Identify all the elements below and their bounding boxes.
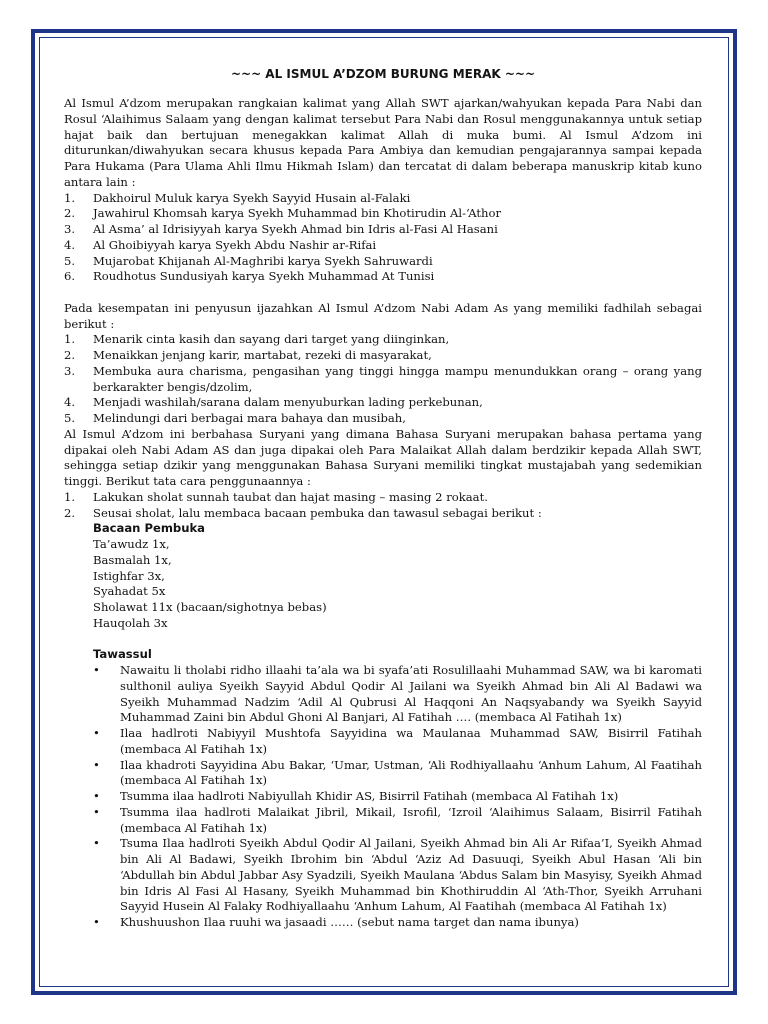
opening-item: Syahadat 5x <box>93 584 166 599</box>
list-text: Lakukan sholat sunnah taubat dan hajat masing – masing 2 rokaat. <box>93 489 488 504</box>
list-text: Membuka aura charisma, pengasihan yang tinggi hingga mampu menundukkan orang – orang yang berkarakter bengis/dzolim, <box>93 363 702 394</box>
benefits-item <box>64 364 702 396</box>
bullet-icon: • <box>93 804 100 819</box>
list-text: Menarik cinta kasih dan sayang dari target yang diinginkan, <box>93 332 450 347</box>
bullet-icon: • <box>93 757 100 772</box>
books-item <box>64 222 702 238</box>
list-text: Menaikkan jenjang karir, martabat, rezeki di masyarakat, <box>93 348 432 362</box>
bullet-icon: • <box>93 789 100 803</box>
list-number: 3. <box>64 222 76 236</box>
books-item <box>64 254 702 270</box>
list-text: Dakhoirul Muluk karya Syekh Sayyid Husain al-Falaki <box>93 190 411 205</box>
tawassul-text: Tsumma ilaa hadlroti Nabiyullah Khidir AS, Bisirril Fatihah (membaca Al Fatihah 1x) <box>120 789 619 803</box>
benefits-item <box>64 332 702 348</box>
document-body <box>64 66 702 931</box>
tawassul-item <box>64 805 702 837</box>
bullet-icon: • <box>93 836 100 851</box>
list-text: Al Asma’ al Idrisiyyah karya Syekh Ahmad bin Idris al-Fasi Al Hasani <box>93 222 498 236</box>
tawassul-text: Tsuma Ilaa hadlroti Syeikh Abdul Qodir Al Jailani, Syeikh Ahmad bin Ali Ar Rifaa’I, Syeikh Ahmad bin Ali Al Badawi, Syeikh Ibrohim bin ‘Abdul ‘Aziz Ad Dasuuqi, Syeikh Abul Hasan ‘Ali bin ‘Abdullah bin Abdul Jabbar Asy Syadzili, Syeikh Maulana ‘Abdus Salam bin Masyisy, Syeikh Ahmad bin Idris Al Fasi Al Hasany, Syeikh Muhammad bin Khothiruddin Al ‘Ath-Thor, Syeikh Arruhani Sayyid Husein Al Falaky Rodhiyallaahu ‘Anhum Lahum, Al Faatihah (membaca Al Fatihah 1x) <box>120 836 702 914</box>
tawassul-text: Ilaa khadroti Sayyidina Abu Bakar, ‘Umar, Ustman, ‘Ali Rodhiyallaahu ‘Anhum Lahum, Al Faatihah (membaca Al Fatihah 1x) <box>120 757 702 788</box>
spacer <box>64 632 702 648</box>
list-number: 5. <box>64 253 76 268</box>
tawassul-item <box>64 836 702 915</box>
list-text: Roudhotus Sundusiyah karya Syekh Muhammad At Tunisi <box>93 269 435 284</box>
opening-item: Hauqolah 3x <box>93 615 168 630</box>
opening-item: Istighfar 3x, <box>93 568 165 583</box>
tawassul-item <box>64 915 702 931</box>
benefits-item <box>64 411 702 427</box>
list-number: 1. <box>64 489 76 504</box>
intro-paragraph: Al Ismul A’dzom merupakan rangkaian kalimat yang Allah SWT ajarkan/wahyukan kepada Para Nabi dan Rosul ‘Alaihimus Salaam yang dengan kalimat tersebut Para Nabi dan Rosul menggunakannya untuk setiap hajat baik dan bertujuan menegakkan kalimat Allah di muka bumi. Al Ismul A’dzom ini diturunkan/diwahyukan secara khusus kepada Para Ambiya dan kemudian pengajarannya sampai kepada Para Hukama (Para Ulama Ahli Ilmu Hikmah Islam) dan tercatat di dalam beberapa manuskrip kitab kuno antara lain : <box>64 96 702 189</box>
list-number: 5. <box>64 411 76 425</box>
books-list <box>64 191 702 286</box>
books-item <box>64 191 702 207</box>
books-item <box>64 269 702 285</box>
tawassul-text: Nawaitu li tholabi ridho illaahi ta’ala wa bi syafa’ati Rosulillaahi Muhammad SAW, wa bi karomati sulthonil auliya Syeikh Sayyid Abdul Qodir Al Jailani wa Syeikh Ahmad bin Ali Al Badawi wa Syeikh Muhammad Nadzim ‘Adil Al Qubrusi Al Haqqoni An Naqsyabandy wa Syeikh Sayyid Muhammad Zaini bin Abdul Ghoni Al Banjari, Al Fatihah …. (membaca Al Fatihah 1x) <box>120 663 702 725</box>
benefits-intro: Pada kesempatan ini penyusun ijazahkan Al Ismul A’dzom Nabi Adam As yang memiliki fadhilah sebagai berikut : <box>64 300 702 331</box>
tawassul-item <box>64 663 702 726</box>
document-title: ~~~ AL ISMUL A’DZOM BURUNG MERAK ~~~ <box>230 67 536 81</box>
opening-item: Basmalah 1x, <box>93 552 172 567</box>
list-number: 4. <box>64 237 76 252</box>
tawassul-text: Tsumma ilaa hadlroti Malaikat Jibril, Mikail, Isrofil, ‘Izroil ‘Alaihimus Salaam, Bisirril Fatihah (membaca Al Fatihah 1x) <box>120 804 702 835</box>
list-number: 2. <box>64 348 76 362</box>
list-number: 4. <box>64 395 76 410</box>
list-text: Jawahirul Khomsah karya Syekh Muhammad bin Khotirudin Al-‘Athor <box>93 206 502 221</box>
benefits-item <box>64 348 702 364</box>
list-text: Melindungi dari berbagai mara bahaya dan musibah, <box>93 411 406 425</box>
bullet-icon: • <box>93 915 100 929</box>
bullet-icon: • <box>93 726 100 740</box>
opening-item: Sholawat 11x (bacaan/sighotnya bebas) <box>93 600 327 614</box>
opening-heading: Bacaan Pembuka <box>93 521 205 536</box>
tawassul-text: Ilaa hadlroti Nabiyyil Mushtofa Sayyidina wa Maulanaa Muhammad SAW, Bisirril Fatihah (membaca Al Fatihah 1x) <box>120 726 702 756</box>
list-text: Seusai sholat, lalu membaca bacaan pembuka dan tawasul sebagai berikut : <box>93 505 542 520</box>
steps-item <box>64 506 702 522</box>
tawassul-item <box>64 726 702 758</box>
list-number: 1. <box>64 190 76 205</box>
tawassul-list <box>64 663 702 931</box>
tawassul-item <box>64 758 702 790</box>
tawassul-item <box>64 789 702 805</box>
tawassul-section <box>64 647 702 663</box>
books-item <box>64 238 702 254</box>
list-text: Al Ghoibiyyah karya Syekh Abdu Nashir ar-Rifai <box>93 237 377 252</box>
opening-section <box>64 521 702 631</box>
steps-item <box>64 490 702 506</box>
spacer <box>64 285 702 301</box>
tawassul-text: Khushuushon Ilaa ruuhi wa jasaadi …… (sebut nama target dan nama ibunya) <box>120 915 579 929</box>
language-paragraph: Al Ismul A’dzom ini berbahasa Suryani yang dimana Bahasa Suryani merupakan bahasa pertama yang dipakai oleh Nabi Adam AS dan juga dipakai oleh Para Malaikat Allah dalam berdzikir kepada Allah SWT, sehingga setiap dzikir yang menggunakan Bahasa Suryani memiliki tingkat mustajabah yang sedemikian tinggi. Berikut tata cara penggunaannya : <box>64 426 702 488</box>
tawassul-heading: Tawassul <box>93 647 152 662</box>
list-text: Menjadi washilah/sarana dalam menyuburkan lading perkebunan, <box>93 395 483 410</box>
list-number: 2. <box>64 505 76 520</box>
list-number: 6. <box>64 269 76 284</box>
list-number: 2. <box>64 206 76 221</box>
opening-item: Ta’awudz 1x, <box>93 537 170 551</box>
list-number: 3. <box>64 363 76 378</box>
benefits-item <box>64 395 702 411</box>
benefits-list <box>64 332 702 427</box>
bullet-icon: • <box>93 663 100 677</box>
steps-list <box>64 490 702 522</box>
list-text: Mujarobat Khijanah Al-Maghribi karya Syekh Sahruwardi <box>93 253 433 268</box>
books-item <box>64 206 702 222</box>
list-number: 1. <box>64 332 76 347</box>
